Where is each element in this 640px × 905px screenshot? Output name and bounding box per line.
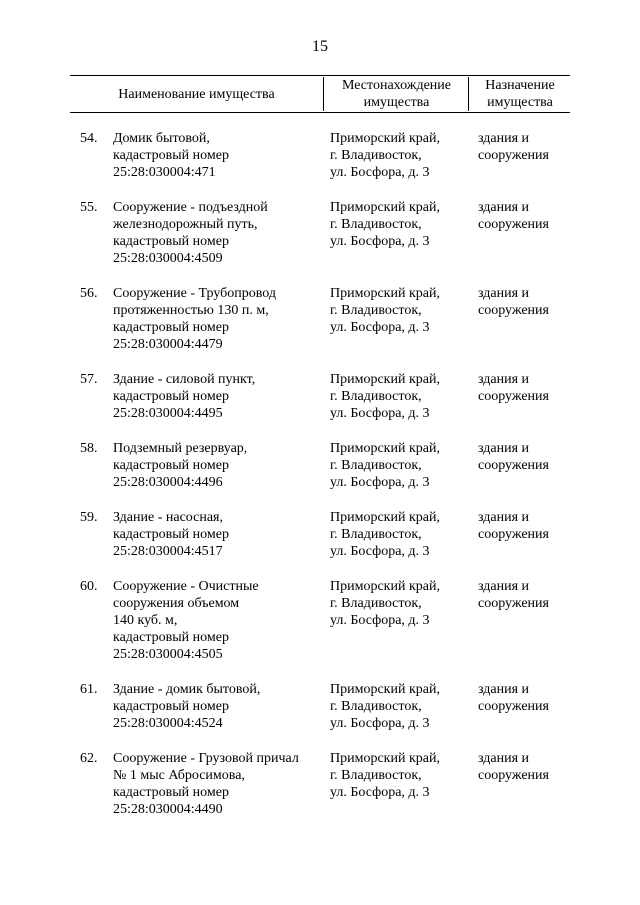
property-name-line: 25:28:030004:4517 bbox=[113, 544, 223, 559]
property-purpose-line: сооружения bbox=[478, 217, 549, 232]
property-name-line: 140 куб. м, bbox=[113, 613, 178, 628]
row-number: 58. bbox=[80, 441, 98, 456]
property-purpose-line: сооружения bbox=[478, 389, 549, 404]
property-purpose-line: здания и bbox=[478, 510, 530, 525]
property-location-line: ул. Босфора, д. 3 bbox=[330, 544, 430, 559]
property-location-line: г. Владивосток, bbox=[330, 458, 422, 473]
property-purpose-line: здания и bbox=[478, 200, 530, 215]
property-purpose bbox=[478, 440, 578, 474]
property-name-line: кадастровый номер bbox=[113, 527, 229, 542]
row-number: 61. bbox=[80, 682, 98, 697]
property-purpose-line: сооружения bbox=[478, 458, 549, 473]
property-purpose bbox=[478, 199, 578, 233]
property-name-line: 25:28:030004:471 bbox=[113, 165, 216, 180]
property-name-line: Домик бытовой, bbox=[113, 131, 210, 146]
property-purpose-line: сооружения bbox=[478, 303, 549, 318]
property-name-line: 25:28:030004:4505 bbox=[113, 647, 223, 662]
property-name-line: кадастровый номер bbox=[113, 389, 229, 404]
row-number: 62. bbox=[80, 751, 98, 766]
property-name-line: 25:28:030004:4496 bbox=[113, 475, 223, 490]
property-location-line: Приморский край, bbox=[330, 286, 440, 301]
row-number: 55. bbox=[80, 200, 98, 215]
row-number: 59. bbox=[80, 510, 98, 525]
property-location-line: г. Владивосток, bbox=[330, 389, 422, 404]
property-name bbox=[113, 509, 323, 560]
property-name-line: 25:28:030004:4524 bbox=[113, 716, 223, 731]
property-location bbox=[330, 130, 470, 181]
property-name bbox=[113, 130, 323, 181]
property-name-line: кадастровый номер bbox=[113, 234, 229, 249]
property-location-line: Приморский край, bbox=[330, 131, 440, 146]
header-name-column: Наименование имущества bbox=[118, 87, 275, 102]
property-purpose-line: здания и bbox=[478, 131, 530, 146]
property-location bbox=[330, 509, 470, 560]
header-location-line: Местонахождение bbox=[341, 78, 451, 93]
property-location-line: г. Владивосток, bbox=[330, 699, 422, 714]
property-location-line: Приморский край, bbox=[330, 510, 440, 525]
property-name-line: железнодорожный путь, bbox=[113, 217, 258, 232]
property-name-line: сооружения объемом bbox=[113, 596, 240, 611]
property-name bbox=[113, 440, 323, 491]
property-name-line: Здание - насосная, bbox=[113, 510, 223, 525]
property-location-line: Приморский край, bbox=[330, 441, 440, 456]
property-location-line: ул. Босфора, д. 3 bbox=[330, 234, 430, 249]
property-purpose-line: здания и bbox=[478, 579, 530, 594]
property-name-line: Сооружение - Очистные bbox=[113, 579, 259, 594]
property-purpose bbox=[478, 681, 578, 715]
property-name bbox=[113, 578, 323, 663]
property-name-line: кадастровый номер bbox=[113, 458, 229, 473]
property-name-line: Здание - домик бытовой, bbox=[113, 682, 261, 697]
property-location-line: Приморский край, bbox=[330, 200, 440, 215]
property-name bbox=[113, 681, 323, 732]
property-location-line: ул. Босфора, д. 3 bbox=[330, 165, 430, 180]
property-location-line: г. Владивосток, bbox=[330, 527, 422, 542]
property-location bbox=[330, 681, 470, 732]
property-purpose-line: сооружения bbox=[478, 596, 549, 611]
property-purpose bbox=[478, 578, 578, 612]
property-name bbox=[113, 750, 323, 818]
property-purpose bbox=[478, 750, 578, 784]
property-purpose bbox=[478, 371, 578, 405]
property-purpose-line: здания и bbox=[478, 286, 530, 301]
property-name-line: № 1 мыс Абросимова, bbox=[113, 768, 245, 783]
property-name-line: кадастровый номер bbox=[113, 630, 229, 645]
property-location-line: г. Владивосток, bbox=[330, 303, 422, 318]
property-location-line: ул. Босфора, д. 3 bbox=[330, 716, 430, 731]
property-name-line: протяженностью 130 п. м, bbox=[113, 303, 269, 318]
property-location-line: г. Владивосток, bbox=[330, 768, 422, 783]
property-purpose-line: здания и bbox=[478, 682, 530, 697]
property-name bbox=[113, 285, 323, 353]
property-name-line: 25:28:030004:4479 bbox=[113, 337, 223, 352]
row-number: 54. bbox=[80, 131, 98, 146]
property-name-line: Сооружение - подъездной bbox=[113, 200, 268, 215]
page-number: 15 bbox=[312, 38, 328, 55]
header-location-column bbox=[323, 77, 469, 111]
property-location-line: ул. Босфора, д. 3 bbox=[330, 613, 430, 628]
property-purpose bbox=[478, 509, 578, 543]
property-location bbox=[330, 578, 470, 629]
property-name-line: Здание - силовой пункт, bbox=[113, 372, 256, 387]
property-name-line: кадастровый номер bbox=[113, 785, 229, 800]
property-location bbox=[330, 750, 470, 801]
property-location-line: ул. Босфора, д. 3 bbox=[330, 475, 430, 490]
property-purpose bbox=[478, 285, 578, 319]
property-purpose bbox=[478, 130, 578, 164]
row-number: 60. bbox=[80, 579, 98, 594]
row-number: 57. bbox=[80, 372, 98, 387]
property-location bbox=[330, 371, 470, 422]
property-location-line: ул. Босфора, д. 3 bbox=[330, 785, 430, 800]
property-purpose-line: сооружения bbox=[478, 527, 549, 542]
property-name bbox=[113, 199, 323, 267]
property-location bbox=[330, 285, 470, 336]
header-purpose-line: Назначение bbox=[485, 78, 555, 93]
header-purpose-column bbox=[468, 77, 571, 111]
property-location-line: Приморский край, bbox=[330, 372, 440, 387]
property-name-line: Подземный резервуар, bbox=[113, 441, 248, 456]
property-location-line: Приморский край, bbox=[330, 682, 440, 697]
header-location-line: имущества bbox=[363, 95, 430, 110]
property-location bbox=[330, 199, 470, 250]
property-purpose-line: здания и bbox=[478, 441, 530, 456]
property-purpose-line: сооружения bbox=[478, 699, 549, 714]
property-name-line: Сооружение - Грузовой причал bbox=[113, 751, 299, 766]
property-location-line: ул. Босфора, д. 3 bbox=[330, 320, 430, 335]
property-name bbox=[113, 371, 323, 422]
row-number: 56. bbox=[80, 286, 98, 301]
property-purpose-line: здания и bbox=[478, 751, 530, 766]
property-location-line: г. Владивосток, bbox=[330, 217, 422, 232]
property-location bbox=[330, 440, 470, 491]
property-name-line: 25:28:030004:4509 bbox=[113, 251, 223, 266]
property-name-line: 25:28:030004:4495 bbox=[113, 406, 223, 421]
property-name-line: Сооружение - Трубопровод bbox=[113, 286, 277, 301]
property-purpose-line: сооружения bbox=[478, 148, 549, 163]
property-name-line: кадастровый номер bbox=[113, 320, 229, 335]
property-name-line: 25:28:030004:4490 bbox=[113, 802, 223, 817]
property-location-line: Приморский край, bbox=[330, 751, 440, 766]
property-name-line: кадастровый номер bbox=[113, 699, 229, 714]
property-purpose-line: здания и bbox=[478, 372, 530, 387]
property-location-line: ул. Босфора, д. 3 bbox=[330, 406, 430, 421]
table-header bbox=[70, 75, 570, 113]
property-location-line: Приморский край, bbox=[330, 579, 440, 594]
property-name-line: кадастровый номер bbox=[113, 148, 229, 163]
property-location-line: г. Владивосток, bbox=[330, 596, 422, 611]
header-purpose-line: имущества bbox=[487, 95, 553, 110]
property-purpose-line: сооружения bbox=[478, 768, 549, 783]
property-location-line: г. Владивосток, bbox=[330, 148, 422, 163]
